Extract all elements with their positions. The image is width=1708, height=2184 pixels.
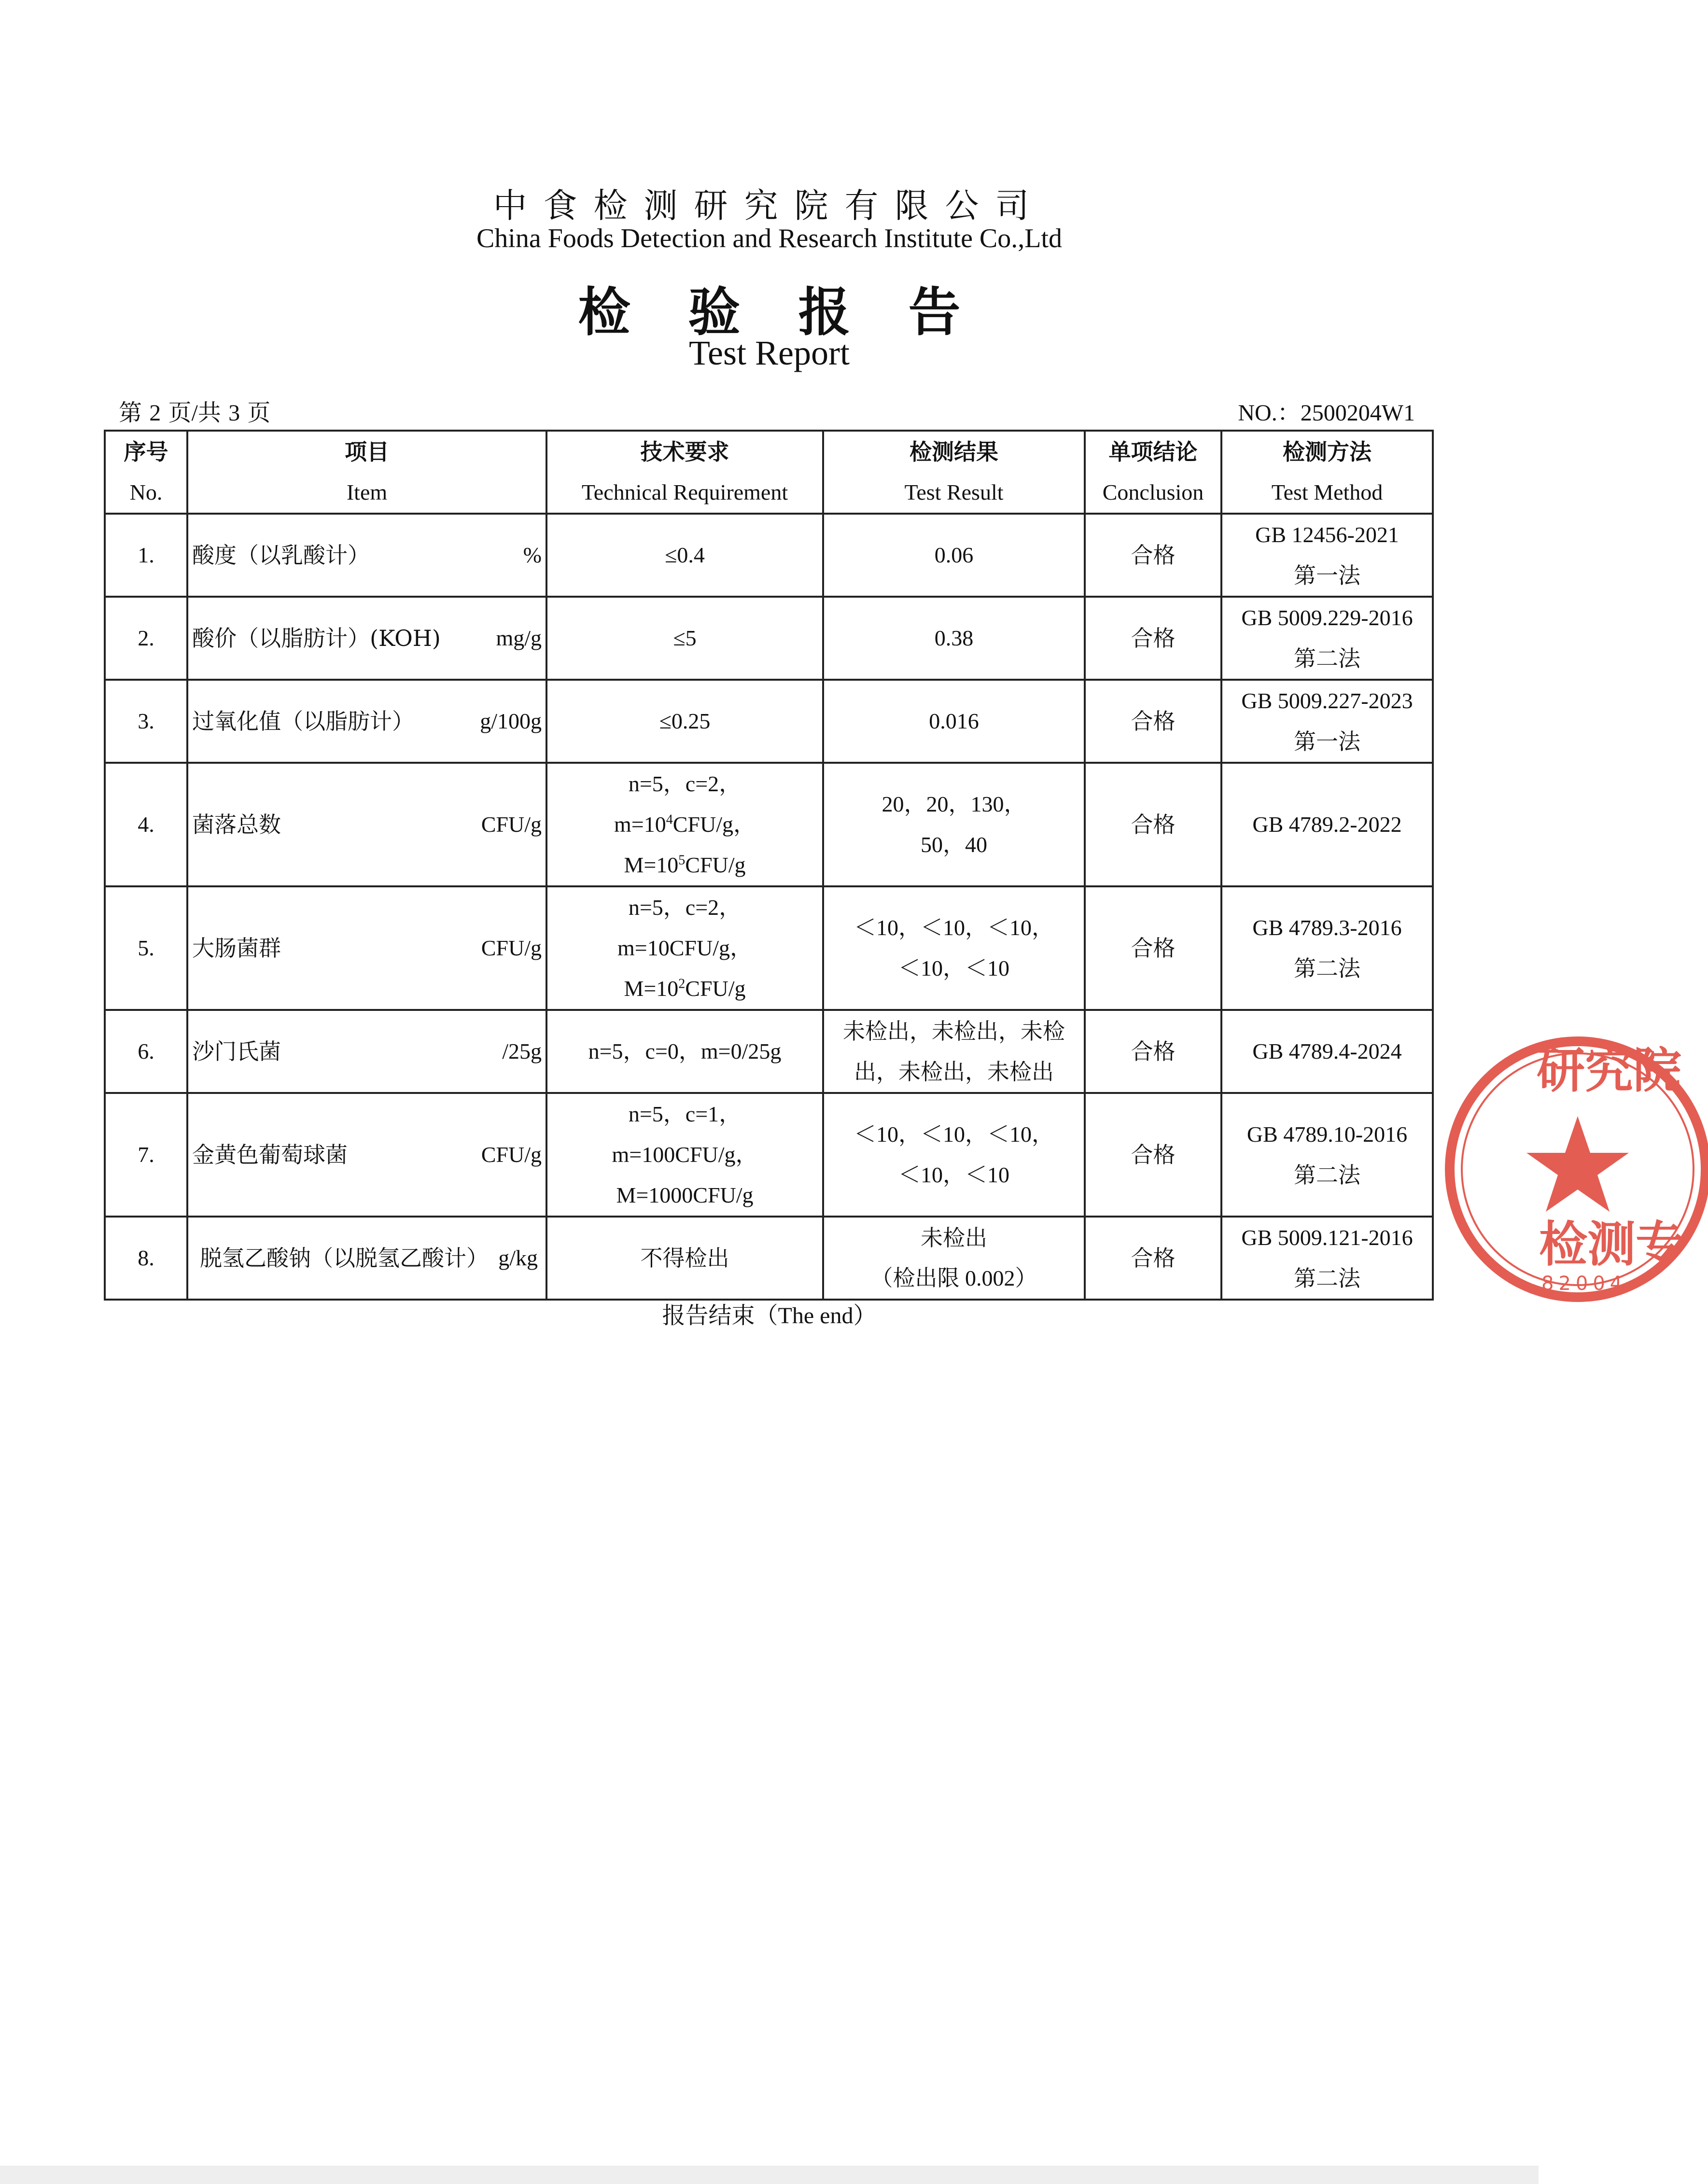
table-row <box>105 1093 1433 1217</box>
table-row <box>105 1217 1433 1300</box>
result-line: ＜10，＜10 <box>898 956 1009 980</box>
page-total: 3 <box>228 400 240 426</box>
requirement-line: m=10CFU/g， <box>617 936 752 960</box>
item-name: 酸价（以脂肪计）(KOH) <box>192 625 441 651</box>
method-line: GB 4789.4-2024 <box>1252 1039 1402 1064</box>
item-name: 大肠菌群 <box>192 935 281 961</box>
row-result <box>823 763 1085 886</box>
row-result <box>823 680 1085 763</box>
result-line: 出，未检出，未检出 <box>854 1059 1054 1085</box>
row-item <box>187 1217 546 1300</box>
row-item <box>187 1010 546 1093</box>
item-name: 菌落总数 <box>192 812 281 838</box>
row-requirement <box>546 763 823 886</box>
row-result <box>823 1217 1085 1300</box>
requirement-line: n=5，c=2， <box>628 895 742 920</box>
row-item <box>187 514 546 597</box>
requirement-line: M=1000CFU/g <box>616 1183 754 1207</box>
table-row <box>105 1010 1433 1093</box>
method-line: 第一法 <box>1294 562 1360 588</box>
result-line: 50，40 <box>921 832 987 857</box>
requirement-line: ≤0.4 <box>665 543 705 567</box>
table-row <box>105 680 1433 763</box>
header-en: Test Method <box>1271 480 1383 504</box>
result-line: 未检出 <box>921 1225 987 1251</box>
table-row <box>105 763 1433 886</box>
header-requirement <box>546 431 823 514</box>
result-line: 20，20，130， <box>882 792 1026 816</box>
row-number: 5. <box>105 886 187 1010</box>
row-conclusion: 合格 <box>1085 1093 1221 1217</box>
row-result <box>823 1093 1085 1217</box>
method-line: GB 4789.2-2022 <box>1252 812 1402 837</box>
row-method <box>1221 763 1433 886</box>
row-number: 4. <box>105 763 187 886</box>
report-number: NO.：2500204W1 <box>1238 400 1415 426</box>
table-row <box>105 597 1433 680</box>
method-line: GB 4789.3-2016 <box>1252 915 1402 940</box>
row-requirement <box>546 1217 823 1300</box>
header-en: No. <box>129 480 163 504</box>
method-line: GB 12456-2021 <box>1255 522 1399 547</box>
requirement-exponent: 2 <box>678 976 686 992</box>
item-unit: CFU/g <box>481 936 542 960</box>
header-cn: 检测结果 <box>910 439 998 465</box>
star-icon <box>1526 1116 1629 1212</box>
item-unit: CFU/g <box>481 812 542 837</box>
header-cn: 检测方法 <box>1283 439 1372 465</box>
row-conclusion: 合格 <box>1085 680 1221 763</box>
item-name: 过氧化值（以脂肪计） <box>192 708 414 734</box>
header-cn: 单项结论 <box>1108 439 1198 465</box>
row-result <box>823 597 1085 680</box>
result-line: 0.38 <box>934 626 974 650</box>
method-line: 第一法 <box>1294 728 1360 755</box>
header-result <box>823 431 1085 514</box>
result-line: 0.016 <box>929 709 979 733</box>
item-name: 金黄色葡萄球菌 <box>192 1142 348 1168</box>
row-requirement <box>546 680 823 763</box>
row-requirement <box>546 514 823 597</box>
requirement-exponent: 4 <box>666 812 673 827</box>
requirement-exponent: 5 <box>678 853 686 868</box>
method-line: 第二法 <box>1294 1265 1360 1291</box>
page-number: 2 <box>149 400 161 426</box>
row-result <box>823 886 1085 1010</box>
org-name-cn: 中食检测研究院有限公司 <box>493 186 1046 225</box>
row-method <box>1221 1093 1433 1217</box>
report-end-note: 报告结束（The end） <box>662 1303 877 1329</box>
row-requirement <box>546 597 823 680</box>
requirement-line: ≤5 <box>673 626 697 650</box>
row-item <box>187 680 546 763</box>
row-method <box>1221 680 1433 763</box>
requirement-base: m=10 <box>614 812 666 837</box>
page-info-middle: 页/共 <box>168 400 221 426</box>
report-title-en: Test Report <box>689 334 850 372</box>
header-cn: 项目 <box>345 439 389 465</box>
row-number: 1. <box>105 514 187 597</box>
item-name: 脱氢乙酸钠（以脱氢乙酸计） <box>200 1245 489 1271</box>
item-unit: g/100g <box>480 709 542 733</box>
method-line: GB 5009.227-2023 <box>1241 688 1413 713</box>
header-method <box>1221 431 1433 514</box>
row-number: 7. <box>105 1093 187 1217</box>
result-line: 0.06 <box>934 543 974 567</box>
item-unit: % <box>523 543 542 567</box>
seal-serial: 82004 <box>1541 1273 1627 1295</box>
requirement-line <box>551 804 818 845</box>
page-bottom-band <box>0 2166 1539 2184</box>
header-en: Technical Requirement <box>581 480 788 504</box>
requirement-line: m=100CFU/g， <box>612 1142 758 1167</box>
row-method <box>1221 1217 1433 1300</box>
method-line: GB 4789.10-2016 <box>1246 1122 1408 1147</box>
method-line: 第二法 <box>1294 645 1360 672</box>
requirement-line: 不得检出 <box>640 1245 729 1271</box>
method-line: 第二法 <box>1294 955 1360 981</box>
row-number: 2. <box>105 597 187 680</box>
row-method <box>1221 597 1433 680</box>
seal-text-top: 研究院 <box>1537 1042 1681 1099</box>
row-result <box>823 514 1085 597</box>
row-requirement <box>546 886 823 1010</box>
result-line: ＜10，＜10，＜10， <box>854 915 1054 940</box>
requirement-base: M=10 <box>624 976 679 1001</box>
row-conclusion: 合格 <box>1085 514 1221 597</box>
item-unit: mg/g <box>496 626 542 650</box>
row-item <box>187 763 546 886</box>
org-name-en: China Foods Detection and Research Institute Co.,Ltd <box>476 224 1063 253</box>
row-number: 6. <box>105 1010 187 1093</box>
item-name: 酸度（以乳酸计） <box>192 542 370 568</box>
page-indicator <box>119 394 270 427</box>
requirement-line: ≤0.25 <box>659 709 711 733</box>
result-line: 未检出，未检出，未检 <box>843 1018 1065 1044</box>
table-row <box>105 514 1433 597</box>
item-unit: /25g <box>502 1039 542 1064</box>
official-seal <box>1438 1029 1708 1309</box>
row-method <box>1221 886 1433 1010</box>
result-line: （检出限 0.002） <box>870 1266 1037 1290</box>
page-info-suffix: 页 <box>247 400 271 426</box>
row-conclusion: 合格 <box>1085 1217 1221 1300</box>
result-line: ＜10，＜10 <box>898 1162 1009 1187</box>
requirement-unit: CFU/g <box>685 853 746 877</box>
requirement-unit: CFU/g <box>685 976 746 1001</box>
requirement-line: n=5，c=0，m=0/25g <box>588 1039 782 1064</box>
requirement-base: M=10 <box>624 853 679 877</box>
requirement-line <box>551 845 818 885</box>
requirement-line: n=5，c=2， <box>628 771 742 796</box>
row-result <box>823 1010 1085 1093</box>
row-conclusion: 合格 <box>1085 597 1221 680</box>
row-conclusion: 合格 <box>1085 1010 1221 1093</box>
requirement-line <box>551 968 818 1009</box>
requirement-unit: CFU/g， <box>672 812 756 837</box>
header-cn: 技术要求 <box>640 439 729 465</box>
row-number: 3. <box>105 680 187 763</box>
item-name: 沙门氏菌 <box>192 1038 281 1064</box>
row-item <box>187 1093 546 1217</box>
results-table <box>104 430 1434 1301</box>
header-en: Item <box>346 480 388 504</box>
result-line: ＜10，＜10，＜10， <box>854 1122 1054 1147</box>
row-conclusion: 合格 <box>1085 763 1221 886</box>
item-unit: g/kg <box>498 1246 538 1270</box>
table-header-row <box>105 431 1433 514</box>
page-info-prefix: 第 <box>119 400 142 426</box>
table-row <box>105 886 1433 1010</box>
row-requirement <box>546 1093 823 1217</box>
method-line: GB 5009.229-2016 <box>1241 605 1413 630</box>
row-method <box>1221 1010 1433 1093</box>
item-unit: CFU/g <box>481 1142 542 1167</box>
header-item <box>187 431 546 514</box>
seal-text-bottom: 检测专 <box>1539 1216 1684 1273</box>
header-conclusion <box>1085 431 1221 514</box>
row-requirement <box>546 1010 823 1093</box>
method-line: GB 5009.121-2016 <box>1241 1225 1413 1250</box>
header-no <box>105 431 187 514</box>
requirement-line: n=5，c=1， <box>628 1102 742 1126</box>
row-method <box>1221 514 1433 597</box>
row-item <box>187 597 546 680</box>
report-title-cn: 检验报告 <box>578 282 1019 343</box>
header-en: Test Result <box>904 480 1004 504</box>
row-conclusion: 合格 <box>1085 886 1221 1010</box>
row-number: 8. <box>105 1217 187 1300</box>
method-line: 第二法 <box>1294 1162 1360 1188</box>
row-item <box>187 886 546 1010</box>
header-en: Conclusion <box>1102 480 1204 504</box>
header-cn: 序号 <box>124 439 168 465</box>
